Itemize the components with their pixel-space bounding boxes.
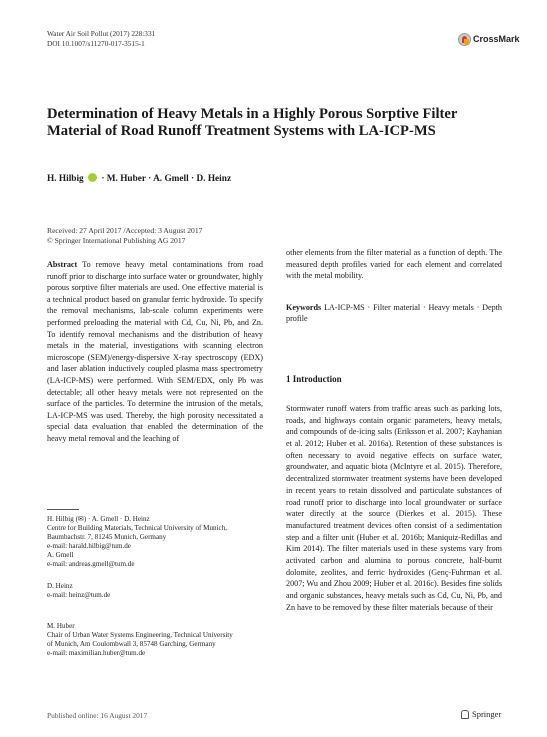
published-online: Published online: 16 August 2017 (47, 711, 148, 720)
section-heading-introduction: 1 Introduction (286, 374, 342, 384)
springer-horse-icon (461, 710, 469, 719)
journal-reference: Water Air Soil Pollut (2017) 228:331 (47, 29, 156, 38)
abstract-continuation-text: other elements from the filter material as a function of depth. The measured depth profiles varied for each element and correlated with the metal mobility. (286, 248, 502, 281)
affiliation-line: Baumbachstr. 7, 81245 Munich, Germany (47, 533, 167, 541)
affiliation-line: Chair of Urban Water Systems Engineering, Technical University (47, 631, 233, 639)
publication-dates (47, 226, 202, 246)
crossmark-badge[interactable] (458, 33, 520, 47)
crossmark-label: CrossMark (473, 34, 520, 44)
publisher-name: Springer (472, 709, 502, 719)
affiliation-line: D. Heinz (47, 582, 73, 590)
affiliation-line: H. Hilbig (✉) · A. Gmell · D. Heinz (47, 515, 150, 523)
email-link[interactable]: e-mail: heinz@tum.de (47, 591, 111, 599)
doi[interactable]: DOI 10.1007/s11270-017-3515-1 (47, 39, 145, 48)
email-link[interactable]: e-mail: andreas.gmell@tum.de (47, 560, 135, 568)
copyright: © Springer International Publishing AG 2017 (47, 236, 186, 245)
author-others: · M. Huber · A. Gmell · D. Heinz (101, 174, 232, 184)
abstract-text: To remove heavy metal contaminations from road runoff prior to discharge into surface water or groundwater, highly porous sorptive filter materials are used. One effective material is a technical product based on granular ferric hydroxide. To specify the removal mechanisms, lab-scale column experiments were performed preloading the material with Cd, Cu, Ni, Pb, and Zn. To identify removal mechanisms and the distribution of heavy metals in the material, investigations with scanning electron microscope (SEM)/energy-dispersive X-ray spectroscopy (EDX) and laser ablation inductively coupled plasma mass spectrometry (LA-ICP-MS) were performed. With SEM/EDX, only Pb was detectable; all other heavy metals were not represented on the surface of the particles. To determine the intrusion of the metals, LA-ICP-MS was used. Thereby, the high porosity necessitated a special data evaluation that enabled the determination of the heavy metal removal and the leaching of (47, 260, 263, 443)
abstract-continuation (286, 247, 502, 325)
abstract-label: Abstract (47, 260, 78, 269)
author-list (47, 173, 231, 184)
paper-title: Determination of Heavy Metals in a Highly Porous Sorptive Filter Material of Road Runoff Treatment Systems with LA-ICP-MS (47, 106, 458, 139)
footnote-divider (47, 509, 79, 510)
keywords (286, 302, 502, 325)
email-link[interactable]: e-mail: harald.hilbig@tum.de (47, 542, 131, 550)
affiliation-line: M. Huber (47, 622, 75, 630)
received-accepted: Received: 27 April 2017 /Accepted: 3 August 2017 (47, 226, 203, 235)
affiliation-line: A. Gmell (47, 551, 74, 559)
email-link[interactable]: e-mail: maximilian.huber@tum.de (47, 649, 146, 657)
introduction-paragraph: Stormwater runoff waters from traffic areas such as parking lots, roads, and highways contain organic parameters, heavy metals, and compounds of de-icing salts (Eriksson et al. 2007; Kayhanian et al. 2012; Huber et al. 2016a). Retention of these substances is often necessary to avoid negative effects on surface water, groundwater, and aquatic biota (McIntyre et al. 2015). Therefore, decentralized stormwater treatment systems have been developed in recent years to retain dissolved and particulate substances of road runoff prior to discharge into local groundwater or surface water directly at the source (Dierkes et al. 2015). These manufactured treatment devices often consist of a sedimentation step and a filter unit (Huber et al. 2016b; Maniquiz-Redillas and Kim 2014). The filter materials used in these systems vary from activated carbon and alumina to porous concrete, half-burnt dolomite, zeolites, and ferric hydroxides (Genç-Fuhrman et al. 2007; Wu and Zhou 2009; Huber et al. 2016c). Besides fine solids and organic substances, heavy metals such as Cd, Cu, Ni, Pb, and Zn have to be removed by these filter materials because of their (286, 404, 502, 612)
keywords-text: LA-ICP-MS · Filter material · Heavy metals · Depth profile (286, 302, 502, 324)
abstract (47, 259, 263, 445)
orcid-icon[interactable] (88, 173, 97, 182)
affiliation-line: of Munich, Am Coulombwall 3, 85748 Garching, Germany (47, 640, 216, 648)
author-hilbig[interactable]: H. Hilbig (47, 174, 84, 184)
springer-logo (461, 709, 506, 721)
affiliation-line: Centre for Building Materials, Technical University of Munich, (47, 524, 228, 532)
keywords-label: Keywords (286, 302, 322, 312)
crossmark-icon (458, 33, 471, 46)
